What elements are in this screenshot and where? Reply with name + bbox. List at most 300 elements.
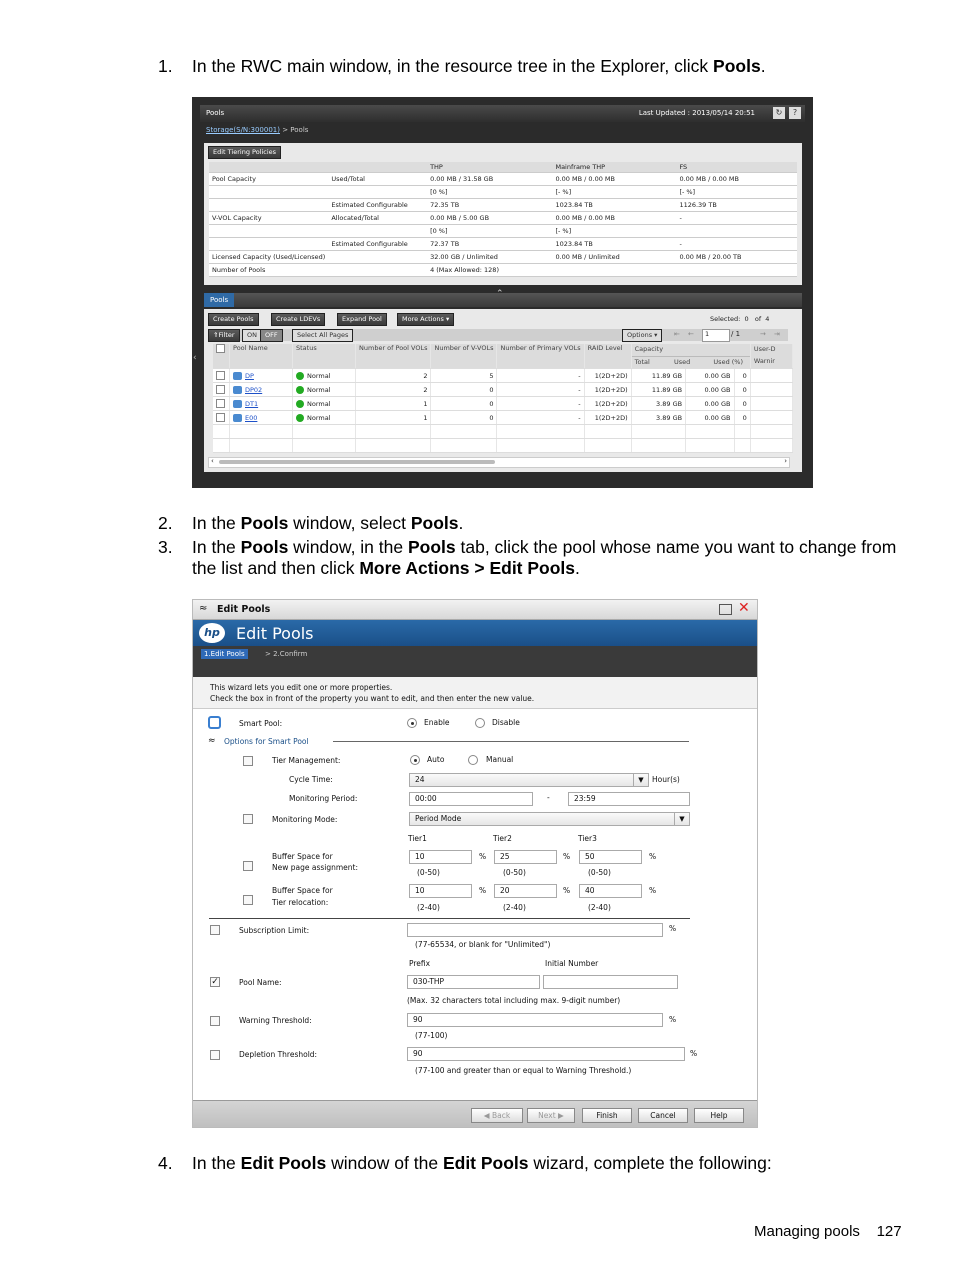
column-header[interactable]: Pool Name <box>230 344 293 369</box>
more-actions-label: More Actions <box>402 315 444 323</box>
select-all-checkbox[interactable] <box>213 344 230 369</box>
buffer-rel-label-1: Buffer Space for <box>272 886 333 895</box>
capacity-row <box>209 199 797 212</box>
subscription-limit-input[interactable] <box>407 923 663 937</box>
last-page-icon[interactable]: ⇥ <box>774 330 780 338</box>
back-label: Back <box>491 1111 511 1120</box>
edit-pools-screenshot <box>192 599 758 1128</box>
capacity-cell: Pool Capacity <box>209 173 328 186</box>
page-number: 127 <box>876 1223 902 1240</box>
bold-term: More Actions > Edit Pools <box>359 558 576 578</box>
capacity-cell: V-VOL Capacity <box>209 212 328 225</box>
step-number: 2. <box>158 513 173 533</box>
intro-text <box>193 677 758 709</box>
chevron-down-icon: ▾ <box>654 331 658 339</box>
capacity-cell: 0.00 MB / 0.00 MB <box>552 173 676 186</box>
subscription-limit-label: Subscription Limit: <box>239 926 310 935</box>
buffer-new-tier3-input[interactable]: 50 <box>579 850 642 864</box>
back-icon: ◀ <box>483 1111 490 1120</box>
capacity-cell: 0.00 MB / 20.00 TB <box>676 251 797 264</box>
buffer-new-checkbox[interactable] <box>243 861 253 871</box>
range-hint: (2-40) <box>417 903 440 912</box>
status-normal-icon <box>296 372 304 380</box>
status-text: Normal <box>307 413 331 422</box>
chevron-down-icon: ▼ <box>633 774 648 786</box>
collapse-icon[interactable]: ⌃ <box>496 289 504 299</box>
pool-name-initial-number-input[interactable] <box>543 975 678 989</box>
table-cell <box>750 397 792 411</box>
wizard-steps <box>193 646 758 677</box>
table-cell <box>686 439 734 453</box>
column-header[interactable]: Number of V-VOLs <box>431 344 497 369</box>
pool-name-hint: (Max. 32 characters total including max. 9-digit number) <box>407 996 621 1005</box>
pool-name-checkbox[interactable]: ✓ <box>211 977 219 987</box>
capacity-cell: [0 %] <box>427 225 552 238</box>
row-checkbox[interactable] <box>216 385 225 394</box>
hp-logo-icon: hp <box>199 623 225 643</box>
period-dash: - <box>547 793 550 802</box>
of-label: of <box>754 315 762 323</box>
selected-value: 0 <box>744 315 749 323</box>
percent-label: % <box>479 852 487 861</box>
step-edit-pools: 1.Edit Pools <box>201 649 248 659</box>
capacity-cell <box>328 186 427 199</box>
buffer-rel-tier2-input[interactable]: 20 <box>494 884 557 898</box>
step-number: 3. <box>158 537 173 557</box>
manual-label: Manual <box>486 755 514 764</box>
pool-name-prefix-input[interactable]: 030-THP <box>407 975 540 989</box>
table-cell <box>734 439 750 453</box>
buffer-new-tier1-input[interactable]: 10 <box>409 850 472 864</box>
next-page-icon[interactable]: → <box>760 330 766 338</box>
percent-label: % <box>669 924 677 933</box>
capacity-cell <box>209 225 328 238</box>
table-cell <box>497 439 584 453</box>
bold-term: Pools <box>713 56 761 76</box>
scroll-thumb[interactable] <box>219 460 495 464</box>
refresh-icon[interactable]: ↻ <box>773 107 785 119</box>
column-header[interactable]: Total <box>634 358 650 366</box>
capacity-panel <box>204 143 802 285</box>
breadcrumb-current: > Pools <box>279 126 309 134</box>
table-cell: 0.00 GB <box>686 397 734 411</box>
tier-manual-radio[interactable] <box>468 755 478 765</box>
table-cell: - <box>497 383 584 397</box>
status-normal-icon <box>296 414 304 422</box>
status-text: Normal <box>307 385 331 394</box>
percent-label: % <box>563 852 571 861</box>
capacity-row <box>209 173 797 186</box>
capacity-cell: 1023.84 TB <box>552 199 676 212</box>
filter-off-button[interactable]: OFF <box>260 329 283 342</box>
column-header[interactable]: Number of Primary VOLs <box>497 344 584 369</box>
pool-name-cell <box>230 411 293 425</box>
enable-label: Enable <box>424 718 450 727</box>
options-divider <box>333 741 689 742</box>
tab-pools[interactable]: Pools <box>204 293 234 307</box>
text-run: . <box>575 558 580 578</box>
pools-tab-bar <box>204 289 802 307</box>
page-total: / 1 <box>731 330 741 338</box>
capacity-cell <box>328 251 427 264</box>
pool-name-label: Pool Name: <box>239 978 282 987</box>
pool-icon <box>233 400 242 408</box>
warning-threshold-checkbox[interactable] <box>210 1016 220 1026</box>
table-cell <box>584 439 631 453</box>
range-hint: (0-50) <box>588 868 611 877</box>
maximize-icon[interactable] <box>719 604 732 615</box>
capacity-cell: 0.00 MB / 0.00 MB <box>676 173 797 186</box>
percent-label: % <box>669 1015 677 1024</box>
options-button[interactable] <box>622 329 662 342</box>
help-icon[interactable]: ? <box>789 107 801 119</box>
column-header[interactable] <box>750 344 792 369</box>
row-select[interactable] <box>213 411 230 425</box>
table-row[interactable] <box>213 411 793 425</box>
table-cell: 0 <box>734 369 750 383</box>
step-text <box>192 513 463 534</box>
capacity-cell: [0 %] <box>427 186 552 199</box>
table-row[interactable] <box>213 397 793 411</box>
footer-section: Managing pools <box>754 1223 860 1240</box>
table-row[interactable] <box>213 383 793 397</box>
smart-pool-checkbox[interactable] <box>208 716 221 729</box>
capacity-cell <box>209 186 328 199</box>
column-header[interactable]: Used (%) <box>713 358 744 366</box>
range-hint: (0-50) <box>503 868 526 877</box>
capacity-row <box>209 238 797 251</box>
text-run: window, select <box>288 513 411 533</box>
capacity-cell <box>209 238 328 251</box>
page-input[interactable]: 1 <box>702 329 730 342</box>
capacity-cell: 0.00 MB / 31.58 GB <box>427 173 552 186</box>
status-normal-icon <box>296 400 304 408</box>
table-cell <box>356 425 431 439</box>
table-cell: 0 <box>734 397 750 411</box>
percent-label: % <box>649 852 657 861</box>
help-button[interactable]: Help <box>694 1108 744 1123</box>
column-header[interactable]: Status <box>293 344 356 369</box>
collapse-icon[interactable]: ≈ <box>199 603 208 614</box>
table-cell: 2 <box>356 369 431 383</box>
capacity-row <box>209 212 797 225</box>
text-run: window, in the <box>288 537 408 557</box>
filter-bar <box>208 329 788 341</box>
bold-term: Pools <box>240 537 289 557</box>
selected-label: Selected: <box>710 315 741 323</box>
filter-on-button[interactable]: ON <box>242 329 262 342</box>
capacity-row <box>209 186 797 199</box>
selected-count <box>710 315 769 323</box>
capacity-cell: Number of Pools <box>209 264 328 277</box>
capacity-cell: [- %] <box>552 186 676 199</box>
depletion-threshold-label: Depletion Threshold: <box>239 1050 318 1059</box>
text-run: In the <box>192 513 241 533</box>
table-cell <box>750 369 792 383</box>
capacity-cell <box>676 264 797 277</box>
capacity-cell: - <box>676 212 797 225</box>
status-cell <box>293 369 356 383</box>
table-cell: - <box>497 397 584 411</box>
buffer-rel-tier1-input[interactable]: 10 <box>409 884 472 898</box>
capacity-cell <box>209 199 328 212</box>
text-run: tab, click the pool whose name you want to change from <box>455 537 897 557</box>
pool-name-link[interactable]: E00 <box>245 413 258 422</box>
smart-pool-disable-radio[interactable] <box>475 718 485 728</box>
next-icon: ▶ <box>558 1111 564 1120</box>
cycle-time-select[interactable] <box>409 773 649 787</box>
chevron-down-icon: ▾ <box>446 315 450 323</box>
more-actions-button[interactable] <box>397 313 454 326</box>
text-run: . <box>458 513 464 533</box>
table-cell <box>584 425 631 439</box>
chevron-down-icon: ▼ <box>674 813 689 825</box>
tier-auto-radio[interactable] <box>410 755 420 765</box>
close-icon[interactable]: ✕ <box>738 600 750 616</box>
subscription-limit-checkbox[interactable] <box>210 925 220 935</box>
capacity-cell: [- %] <box>676 186 797 199</box>
text-run: . <box>760 56 766 76</box>
warning-threshold-input[interactable]: 90 <box>407 1013 663 1027</box>
table-cell <box>213 439 230 453</box>
capacity-row <box>209 225 797 238</box>
row-select[interactable] <box>213 397 230 411</box>
capacity-cell: Estimated Configurable <box>328 199 427 212</box>
table-cell: 3.89 GB <box>631 397 685 411</box>
smart-pool-enable-radio[interactable] <box>407 718 417 728</box>
pool-name-link[interactable]: DT1 <box>245 399 259 408</box>
prefix-label: Prefix <box>409 959 431 968</box>
table-cell <box>631 439 685 453</box>
options-smart-pool-link[interactable]: Options for Smart Pool <box>224 737 309 746</box>
percent-label: % <box>649 886 657 895</box>
text-run: the list and then click <box>192 558 360 578</box>
status-text: Normal <box>307 399 331 408</box>
breadcrumb <box>206 126 308 134</box>
table-cell <box>293 425 356 439</box>
hours-label: Hour(s) <box>652 775 680 784</box>
horizontal-scrollbar[interactable] <box>208 457 790 468</box>
pool-name-cell <box>230 383 293 397</box>
capacity-cell <box>209 162 328 173</box>
create-ldevs-button[interactable]: Create LDEVs <box>271 313 325 326</box>
capacity-row <box>209 264 797 277</box>
capacity-cell: THP <box>427 162 552 173</box>
row-checkbox[interactable] <box>216 413 225 422</box>
tier1-label: Tier1 <box>408 834 427 843</box>
table-cell: 1(2D+2D) <box>584 397 631 411</box>
finish-button[interactable]: Finish <box>582 1108 632 1123</box>
create-pools-button[interactable]: Create Pools <box>208 313 259 326</box>
table-cell: 0 <box>431 397 497 411</box>
collapse-options-icon[interactable]: ≈ <box>208 736 216 746</box>
column-header[interactable]: Used <box>674 358 691 366</box>
capacity-cell: 1126.39 TB <box>676 199 797 212</box>
capacity-cell: Estimated Configurable <box>328 238 427 251</box>
table-cell <box>293 439 356 453</box>
capacity-cell: 0.00 MB / Unlimited <box>552 251 676 264</box>
table-cell <box>356 439 431 453</box>
filter-label: Filter <box>218 331 235 339</box>
depletion-threshold-input[interactable]: 90 <box>407 1047 685 1061</box>
next-label: Next <box>538 1111 556 1120</box>
capacity-cell: 4 (Max Allowed: 128) <box>427 264 552 277</box>
pool-name-link[interactable]: DP02 <box>245 385 263 394</box>
monitoring-mode-checkbox[interactable] <box>243 814 253 824</box>
table-cell: 1 <box>356 411 431 425</box>
capacity-cell: 0.00 MB / 5.00 GB <box>427 212 552 225</box>
warning-threshold-label: Warning Threshold: <box>239 1016 312 1025</box>
capacity-cell: FS <box>676 162 797 173</box>
bold-term: Edit Pools <box>442 1153 529 1173</box>
capacity-cell: 32.00 GB / Unlimited <box>427 251 552 264</box>
table-cell: 1(2D+2D) <box>584 383 631 397</box>
depletion-threshold-checkbox[interactable] <box>210 1050 220 1060</box>
options-label: Options <box>627 331 653 339</box>
text-run: window of the <box>326 1153 443 1173</box>
capacity-cell <box>328 225 427 238</box>
filter-icon: ⇑ <box>213 331 219 339</box>
table-cell <box>431 425 497 439</box>
text-run: In the <box>192 1153 241 1173</box>
disable-label: Disable <box>492 718 520 727</box>
section-divider <box>209 918 690 919</box>
text-run: In the <box>192 537 241 557</box>
wizard-banner <box>193 620 758 646</box>
table-cell <box>750 411 792 425</box>
intro-line-1: This wizard lets you edit one or more properties. <box>210 683 393 692</box>
row-select[interactable] <box>213 369 230 383</box>
tier-management-checkbox[interactable] <box>243 756 253 766</box>
bold-term: Pools <box>410 513 459 533</box>
row-checkbox[interactable] <box>216 371 225 380</box>
status-normal-icon <box>296 386 304 394</box>
capacity-table <box>209 162 797 277</box>
scroll-right-icon[interactable]: › <box>784 457 787 465</box>
capacity-cell: 0.00 MB / 0.00 MB <box>552 212 676 225</box>
total-value: 4 <box>765 315 770 323</box>
table-cell <box>230 439 293 453</box>
table-cell: 1 <box>356 397 431 411</box>
window-title: Edit Pools <box>217 604 271 615</box>
capacity-cell <box>328 264 427 277</box>
tier-management-label: Tier Management: <box>272 756 341 765</box>
buffer-new-tier2-input[interactable]: 25 <box>494 850 557 864</box>
buffer-relocation-checkbox[interactable] <box>243 895 253 905</box>
wizard-footer <box>193 1100 758 1128</box>
period-end-input[interactable]: 23:59 <box>568 792 690 806</box>
table-cell: 5 <box>431 369 497 383</box>
status-cell <box>293 383 356 397</box>
table-cell <box>230 425 293 439</box>
buffer-rel-tier3-input[interactable]: 40 <box>579 884 642 898</box>
capacity-cell: 72.35 TB <box>427 199 552 212</box>
back-button[interactable] <box>471 1108 523 1123</box>
empty-row <box>213 425 793 439</box>
table-cell <box>686 425 734 439</box>
status-cell <box>293 411 356 425</box>
column-header[interactable]: RAID Level <box>584 344 631 369</box>
buffer-new-label-2: New page assignment: <box>272 863 359 872</box>
scroll-left-icon[interactable]: ‹ <box>211 457 214 465</box>
expand-pool-button[interactable]: Expand Pool <box>337 313 387 326</box>
table-cell: 1(2D+2D) <box>584 411 631 425</box>
pool-icon <box>233 372 242 380</box>
capacity-cell <box>676 225 797 238</box>
capacity-header: Capacity <box>632 344 750 357</box>
bold-term: Edit Pools <box>240 1153 327 1173</box>
text-run: In the RWC main window, in the resource tree in the Explorer, click <box>192 56 714 76</box>
edit-tiering-button[interactable]: Edit Tiering Policies <box>208 146 281 159</box>
table-row[interactable] <box>213 369 793 383</box>
step-number: 1. <box>158 56 173 76</box>
table-cell: 2 <box>356 383 431 397</box>
next-button[interactable] <box>527 1108 575 1123</box>
capacity-header-row <box>209 162 797 173</box>
tier2-label: Tier2 <box>493 834 512 843</box>
capacity-group-header <box>631 344 750 369</box>
percent-label: % <box>479 886 487 895</box>
table-cell: 0 <box>431 383 497 397</box>
status-cell <box>293 397 356 411</box>
intro-line-2: Check the box in front of the property you want to edit, and then enter the new value. <box>210 694 535 703</box>
capacity-cell: Licensed Capacity (Used/Licensed) <box>209 251 328 264</box>
select-all-pages-button[interactable]: Select All Pages <box>292 329 353 342</box>
pool-icon <box>233 414 242 422</box>
breadcrumb-link[interactable]: Storage(S/N:300001) <box>206 126 280 134</box>
monitoring-mode-label: Monitoring Mode: <box>272 815 338 824</box>
table-cell: 0 <box>734 383 750 397</box>
step-text <box>192 56 766 77</box>
pools-header-row <box>213 344 793 369</box>
table-cell: 1(2D+2D) <box>584 369 631 383</box>
cancel-button[interactable]: Cancel <box>638 1108 688 1123</box>
capacity-cell: Allocated/Total <box>328 212 427 225</box>
sidebar-collapse-icon[interactable]: ‹ <box>193 353 197 363</box>
row-select[interactable] <box>213 383 230 397</box>
pool-name-cell <box>230 369 293 383</box>
cycle-time-value: 24 <box>415 775 425 784</box>
table-cell: 11.89 GB <box>631 383 685 397</box>
column-header[interactable]: Number of Pool VOLs <box>356 344 431 369</box>
table-cell <box>213 425 230 439</box>
pool-name-link[interactable]: DP <box>245 371 254 380</box>
table-cell: 0.00 GB <box>686 383 734 397</box>
row-checkbox[interactable] <box>216 399 225 408</box>
table-cell <box>431 439 497 453</box>
row-checkbox[interactable] <box>216 344 225 353</box>
table-cell: 0.00 GB <box>686 411 734 425</box>
status-text: Normal <box>307 371 331 380</box>
monitoring-mode-value: Period Mode <box>415 814 462 823</box>
table-cell: 0 <box>734 411 750 425</box>
table-cell <box>734 425 750 439</box>
table-cell: - <box>497 369 584 383</box>
first-page-icon[interactable]: ⇤ <box>674 330 680 338</box>
capacity-cell: - <box>676 238 797 251</box>
step-text <box>192 537 896 558</box>
filter-button[interactable] <box>208 329 240 342</box>
pool-name-cell <box>230 397 293 411</box>
period-start-input[interactable]: 00:00 <box>409 792 533 806</box>
table-cell <box>750 383 792 397</box>
prev-page-icon[interactable]: ← <box>688 330 694 338</box>
monitoring-mode-select[interactable] <box>409 812 690 826</box>
pool-icon <box>233 386 242 394</box>
pools-window-screenshot <box>192 97 813 488</box>
window-titlebar <box>193 600 758 620</box>
table-cell: 3.89 GB <box>631 411 685 425</box>
